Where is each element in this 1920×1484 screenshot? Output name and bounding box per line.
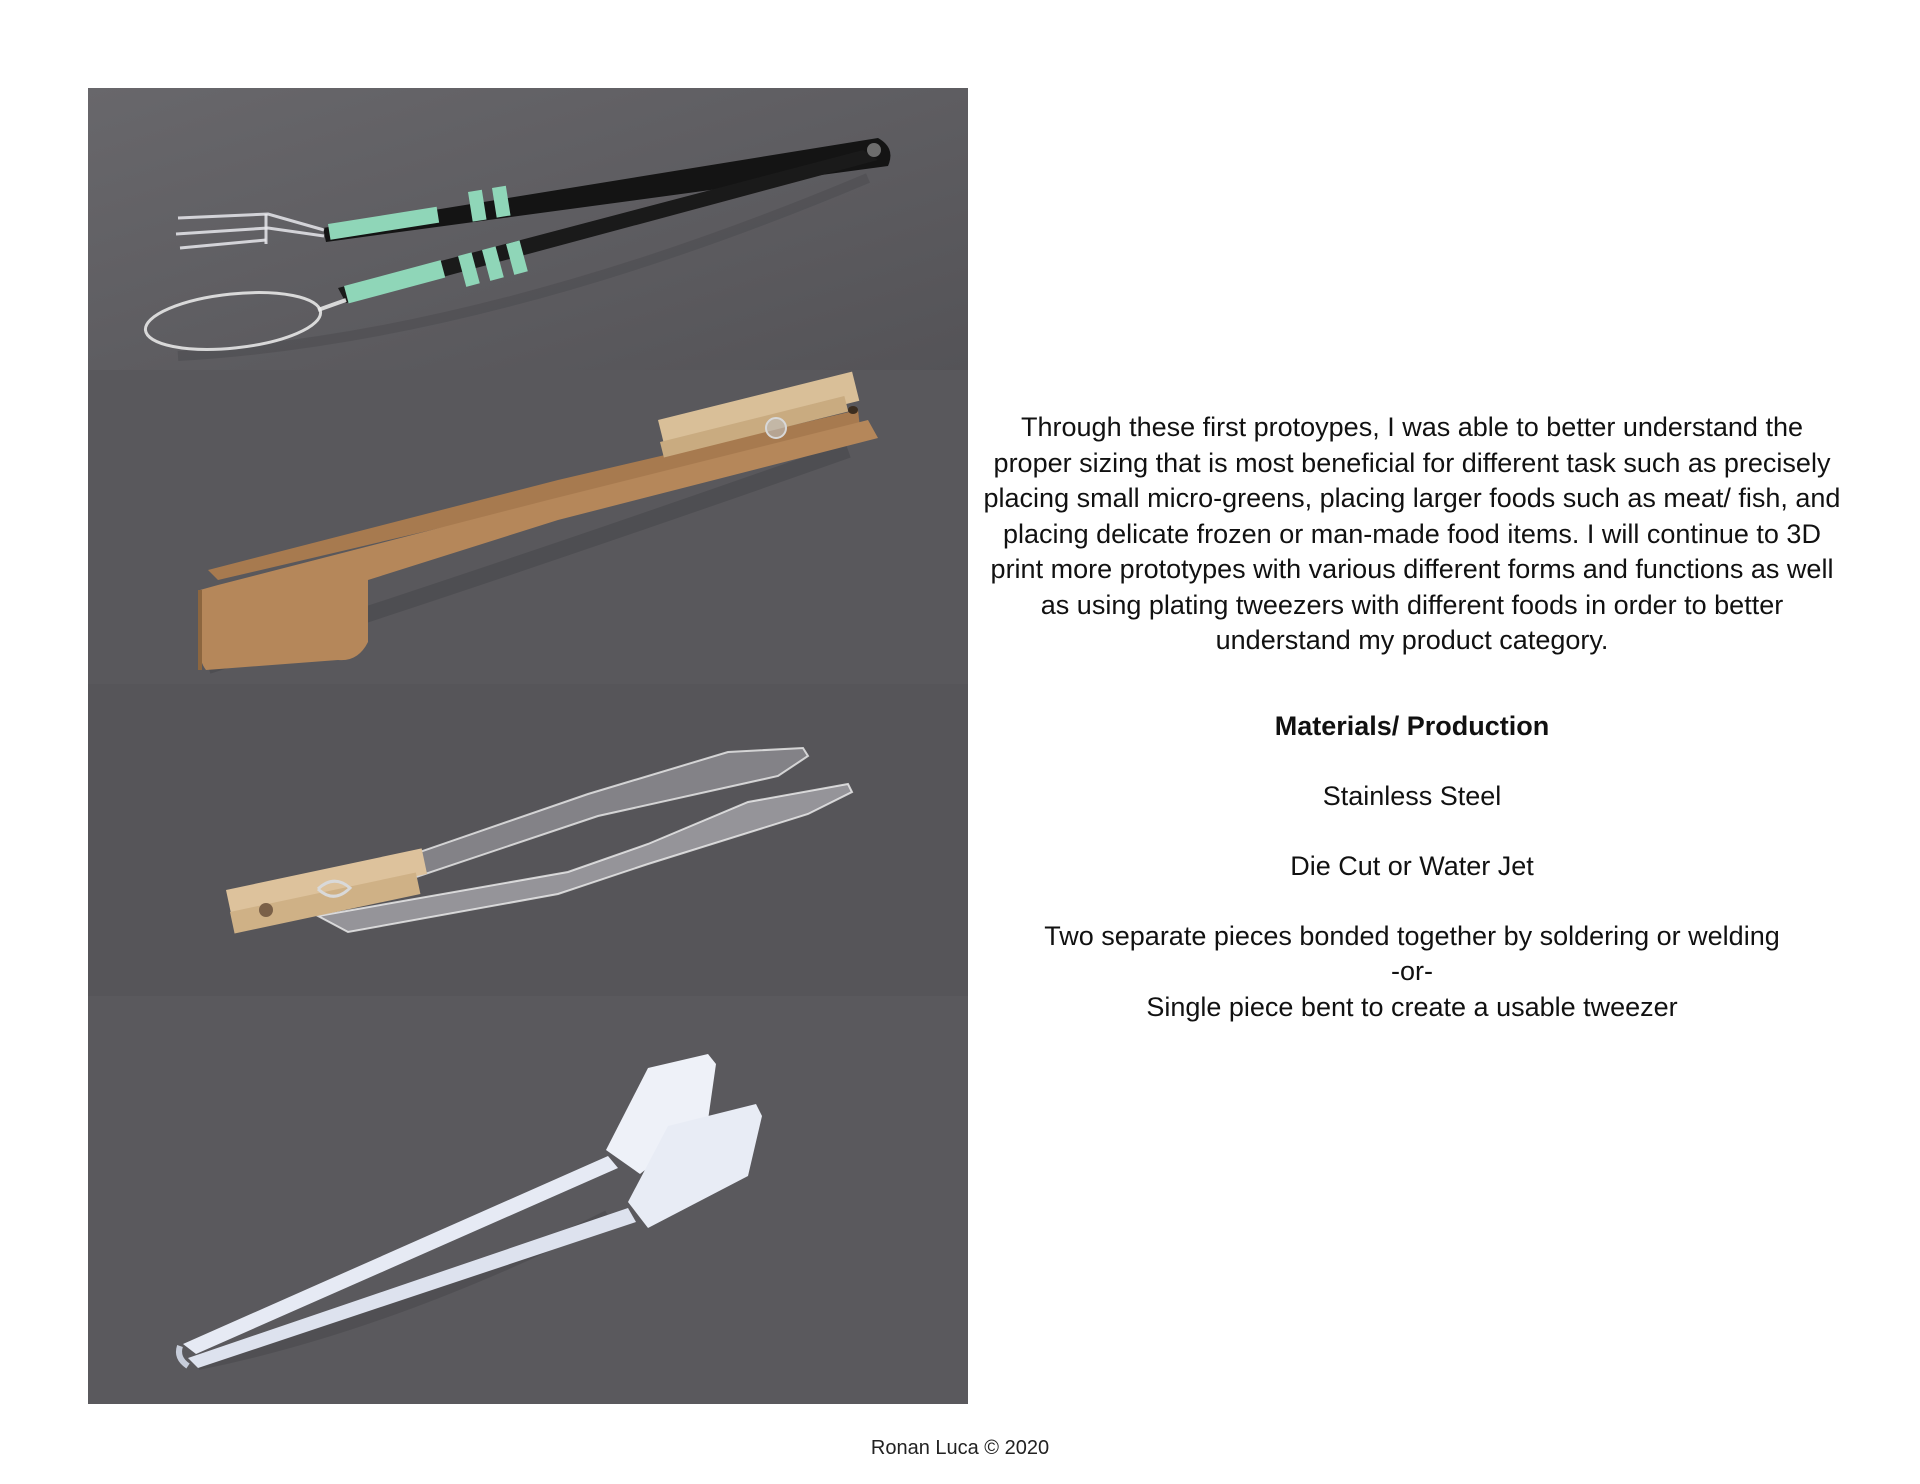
prototype-photo-column [88,88,968,1404]
process-line: Die Cut or Water Jet [1290,850,1534,881]
photo-clear-acrylic-tweezer [88,684,968,996]
material-line: Stainless Steel [1322,780,1502,811]
copyright-footer: Ronan Luca © 2020 [870,1437,1050,1459]
construction-options [980,919,1844,1026]
photo-black-fork-spoon-tweezer [88,88,968,370]
text-column [980,410,1844,1025]
prototype-description: Through these first protoypes, I was able to better understand the proper sizing that is most beneficial for different task such as precisely placing small micro-greens, placing larger foods such as meat/ fish, and placing delicate frozen or man-made food items. I will continue to 3D print more prototypes with various different forms and functions as well as using plating tweezers with different foods in order to better understand my product category. [983,412,1841,655]
option-one: Two separate pieces bonded together by soldering or welding [1044,920,1780,951]
option-two: Single piece bent to create a usable tweezer [1146,991,1678,1022]
photo-white-3d-printed-tweezer [88,996,968,1404]
option-separator: -or- [1391,956,1433,986]
materials-heading: Materials/ Production [1274,710,1550,741]
photo-cardboard-tweezer [88,370,968,684]
